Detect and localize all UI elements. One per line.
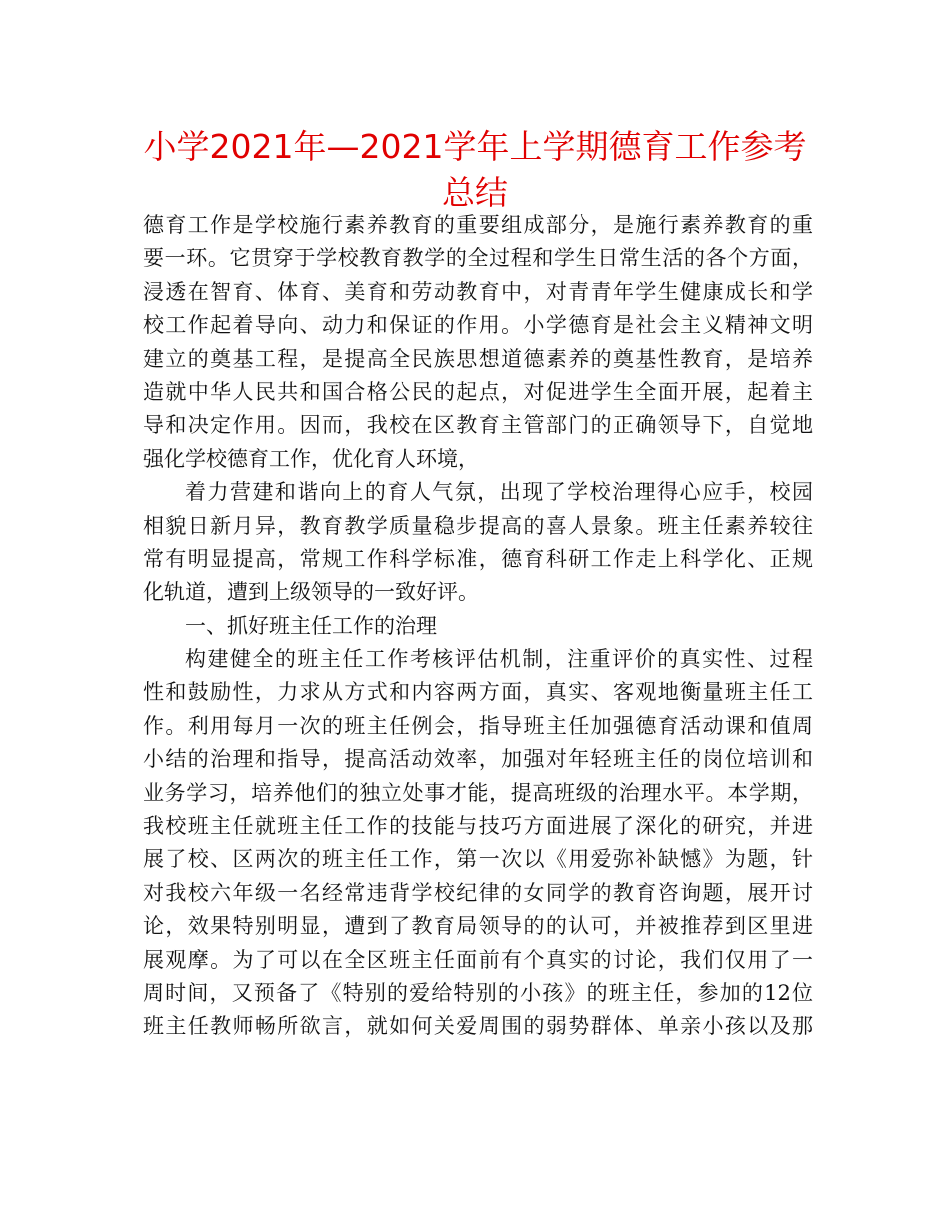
paragraph-line: 周时间，又预备了《特别的爱给特别的小孩》的班主任，参加的12位 <box>143 980 813 1005</box>
paragraph-line: 性和鼓励性，力求从方式和内容两方面，真实、客观地衡量班主任工 <box>143 680 813 705</box>
paragraph <box>143 476 813 610</box>
paragraph-line: 展了校、区两次的班主任工作，第一次以《用爱弥补缺憾》为题，针 <box>143 847 813 872</box>
paragraph-line: 小结的治理和指导，提高活动效率，加强对年轻班主任的岗位培训和 <box>143 747 813 772</box>
paragraph-line: 论，效果特别明显，遭到了教育局领导的的认可，并被推荐到区里进 <box>143 914 813 939</box>
paragraph-line: 强化学校德育工作，优化育人环境， <box>143 446 479 471</box>
paragraph-line: 校工作起着导向、动力和保证的作用。小学德育是社会主义精神文明 <box>143 313 813 338</box>
paragraph <box>143 209 813 476</box>
paragraph <box>143 610 813 643</box>
paragraph-line: 导和决定作用。因而，我校在区教育主管部门的正确领导下，自觉地 <box>143 413 813 438</box>
paragraph-line: 常有明显提高，常规工作科学标准，德育科研工作走上科学化、正规 <box>143 546 813 571</box>
paragraph-line: 对我校六年级一名经常违背学校纪律的女同学的教育咨询题，展开讨 <box>143 880 813 905</box>
paragraph-line: 相貌日新月异，教育教学质量稳步提高的喜人景象。班主任素养较往 <box>143 513 813 538</box>
paragraph-line: 要一环。它贯穿于学校教育教学的全过程和学生日常生活的各个方面， <box>143 246 813 271</box>
paragraph-line: 造就中华人民共和国合格公民的起点，对促进学生全面开展，起着主 <box>143 379 813 404</box>
title-line-2: 总结 <box>442 173 508 212</box>
paragraph-line: 一、抓好班主任工作的治理 <box>185 613 437 638</box>
title-line-1: 小学2021年—2021学年上学期德育工作参考 <box>143 127 807 166</box>
paragraph-line: 建立的奠基工程，是提高全民族思想道德素养的奠基性教育，是培养 <box>143 346 813 371</box>
paragraph-line: 作。利用每月一次的班主任例会，指导班主任加强德育活动课和值周 <box>143 713 813 738</box>
document-title <box>100 124 850 216</box>
paragraph-line: 班主任教师畅所欲言，就如何关爱周围的弱势群体、单亲小孩以及那 <box>143 1014 813 1039</box>
paragraph-line: 浸透在智育、体育、美育和劳动教育中，对青青年学生健康成长和学 <box>143 279 813 304</box>
paragraph-line: 我校班主任就班主任工作的技能与技巧方面进展了深化的研究，并进 <box>143 814 813 839</box>
document-body <box>143 209 813 1044</box>
paragraph-line: 构建健全的班主任工作考核评估机制，注重评价的真实性、过程 <box>185 647 813 672</box>
paragraph-line: 业务学习，培养他们的独立处事才能，提高班级的治理水平。本学期， <box>143 780 813 805</box>
paragraph-line: 展观摩。为了可以在全区班主任面前有个真实的讨论，我们仅用了一 <box>143 947 813 972</box>
paragraph-line: 化轨道，遭到上级领导的一致好评。 <box>143 580 479 605</box>
paragraph-line: 德育工作是学校施行素养教育的重要组成部分，是施行素养教育的重 <box>143 213 813 237</box>
paragraph <box>143 643 813 1044</box>
paragraph-line: 着力营建和谐向上的育人气氛，出现了学校治理得心应手，校园 <box>185 480 813 505</box>
